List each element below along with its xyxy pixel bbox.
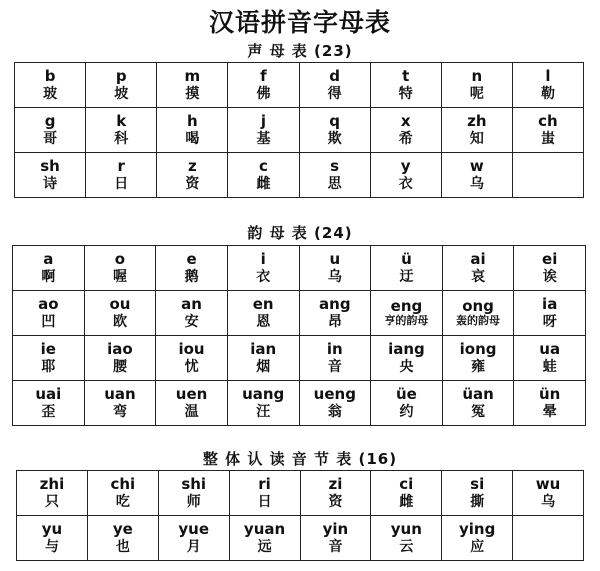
hanzi-label: 蛙	[542, 358, 557, 375]
syllable-cell	[514, 246, 586, 291]
hanzi-label: 鹅	[184, 268, 199, 285]
hanzi-label: 雍	[471, 358, 486, 375]
pinyin-label: yuan	[243, 520, 286, 539]
pinyin-label: iong	[459, 340, 497, 359]
hanzi-label: 雌	[256, 175, 271, 192]
pinyin-label: x	[400, 112, 411, 131]
syllable-cell	[227, 336, 299, 381]
syllable-cell	[13, 246, 85, 291]
pinyin-label: r	[117, 157, 125, 176]
whole-syllables-table	[16, 470, 584, 561]
pinyin-label: ia	[542, 295, 558, 314]
hanzi-label: 衣	[256, 268, 271, 285]
syllable-cell	[441, 63, 512, 108]
pinyin-label: üan	[462, 385, 494, 404]
hanzi-label: 也	[115, 538, 130, 555]
syllable-cell	[513, 471, 584, 516]
syllable-cell	[228, 153, 299, 198]
syllable-cell	[87, 471, 158, 516]
syllable-cell	[442, 516, 513, 561]
pinyin-label: ei	[542, 250, 558, 269]
hanzi-label: 忧	[184, 358, 199, 375]
syllable-cell	[227, 291, 299, 336]
hanzi-label: 哥	[43, 130, 58, 147]
pinyin-label: ri	[258, 475, 271, 494]
syllable-cell	[371, 336, 443, 381]
pinyin-label: üe	[396, 385, 417, 404]
syllable-cell	[442, 471, 513, 516]
hanzi-label: 烟	[256, 358, 271, 375]
syllable-cell	[13, 336, 85, 381]
pinyin-label: p	[115, 67, 127, 86]
finals-heading: 韵 母 表 (24)	[247, 224, 353, 242]
syllable-cell	[157, 63, 228, 108]
empty-cell	[512, 153, 583, 198]
hanzi-label: 喝	[185, 130, 200, 147]
hanzi-label: 云	[399, 538, 414, 555]
hanzi-label: 温	[184, 403, 199, 420]
pinyin-label: ang	[319, 295, 351, 314]
syllable-cell	[87, 516, 158, 561]
hanzi-label: 佛	[256, 85, 271, 102]
pinyin-label: t	[402, 67, 410, 86]
pinyin-label: d	[329, 67, 340, 86]
syllable-cell	[229, 516, 300, 561]
hanzi-label: 应	[470, 538, 485, 555]
hanzi-label: 衣	[398, 175, 413, 192]
syllable-cell	[84, 291, 156, 336]
table-row	[13, 246, 586, 291]
pinyin-label: l	[545, 67, 551, 86]
pinyin-label: yin	[322, 520, 349, 539]
pinyin-label: wu	[535, 475, 561, 494]
syllable-cell	[442, 246, 514, 291]
pinyin-label: ci	[399, 475, 414, 494]
syllable-cell	[229, 471, 300, 516]
syllable-cell	[371, 516, 442, 561]
pinyin-label: shi	[181, 475, 207, 494]
pinyin-label: ueng	[313, 385, 356, 404]
syllable-cell	[157, 153, 228, 198]
pinyin-label: g	[44, 112, 56, 131]
syllable-cell	[442, 336, 514, 381]
whole-syllables-heading: 整 体 认 读 音 节 表 (16)	[202, 450, 398, 468]
hanzi-label: 喔	[112, 268, 127, 285]
syllable-cell	[86, 108, 157, 153]
syllable-cell	[13, 381, 85, 426]
pinyin-label: ian	[250, 340, 277, 359]
syllable-cell	[299, 291, 371, 336]
syllable-cell	[441, 153, 512, 198]
syllable-cell	[514, 381, 586, 426]
pinyin-label: q	[329, 112, 340, 131]
syllable-cell	[86, 153, 157, 198]
syllable-cell	[156, 336, 228, 381]
hanzi-label: 恩	[256, 313, 271, 330]
syllable-cell	[156, 381, 228, 426]
hanzi-label: 翁	[327, 403, 342, 420]
syllable-cell	[514, 291, 586, 336]
hanzi-label: 撕	[470, 493, 485, 510]
syllable-cell	[84, 336, 156, 381]
syllable-cell	[370, 108, 441, 153]
syllable-cell	[17, 471, 88, 516]
initials-heading: 声 母 表 (23)	[247, 42, 353, 60]
table-row	[15, 153, 584, 198]
pinyin-label: eng	[390, 297, 423, 316]
syllable-cell	[156, 246, 228, 291]
syllable-cell	[371, 471, 442, 516]
hanzi-label: 晕	[542, 403, 557, 420]
syllable-cell	[15, 108, 86, 153]
hanzi-label: 啊	[41, 268, 56, 285]
hanzi-label: 吃	[115, 493, 130, 510]
pinyin-label: w	[469, 157, 484, 176]
syllable-cell	[15, 153, 86, 198]
pinyin-label: uen	[175, 385, 208, 404]
initials-table	[14, 62, 584, 198]
syllable-cell	[17, 516, 88, 561]
hanzi-label: 音	[328, 538, 343, 555]
pinyin-label: z	[187, 157, 197, 176]
hanzi-label: 科	[114, 130, 129, 147]
pinyin-label: ou	[109, 295, 131, 314]
pinyin-label: yue	[178, 520, 209, 539]
pinyin-label: zh	[467, 112, 487, 131]
hanzi-label: 迂	[399, 268, 414, 285]
table-row	[13, 336, 586, 381]
pinyin-label: ua	[539, 340, 561, 359]
pinyin-label: chi	[110, 475, 136, 494]
pinyin-label: an	[181, 295, 202, 314]
syllable-cell	[370, 153, 441, 198]
pinyin-label: f	[260, 67, 267, 86]
hanzi-label: 乌	[469, 175, 484, 192]
pinyin-label: ün	[539, 385, 561, 404]
hanzi-label: 汪	[256, 403, 271, 420]
pinyin-label: uai	[35, 385, 62, 404]
hanzi-label: 乌	[327, 268, 342, 285]
hanzi-label: 玻	[43, 85, 58, 102]
pinyin-label: ao	[38, 295, 59, 314]
pinyin-label: ie	[40, 340, 56, 359]
hanzi-label: 冤	[471, 403, 486, 420]
pinyin-label: m	[184, 67, 201, 86]
pinyin-label: a	[43, 250, 54, 269]
hanzi-label: 勒	[540, 85, 555, 102]
hanzi-label: 师	[186, 493, 201, 510]
empty-cell	[513, 516, 584, 561]
syllable-cell	[228, 63, 299, 108]
syllable-cell	[514, 336, 586, 381]
page-title: 汉语拼音字母表	[208, 8, 391, 37]
hanzi-label: 雌	[399, 493, 414, 510]
syllable-cell	[86, 63, 157, 108]
hanzi-label: 坡	[114, 85, 129, 102]
hanzi-label: 思	[327, 175, 342, 192]
table-row	[13, 381, 586, 426]
hanzi-label: 希	[398, 130, 413, 147]
hanzi-label: 日	[257, 493, 272, 510]
pinyin-label: uang	[242, 385, 285, 404]
syllable-cell	[442, 291, 514, 336]
hanzi-label: 央	[399, 358, 414, 375]
syllable-cell	[512, 108, 583, 153]
hanzi-label: 腰	[112, 358, 127, 375]
pinyin-label: u	[329, 250, 341, 269]
syllable-cell	[158, 516, 229, 561]
pinyin-label: ong	[462, 297, 494, 316]
pinyin-label: j	[260, 112, 267, 131]
syllable-cell	[371, 246, 443, 291]
hanzi-label: 哀	[471, 268, 486, 285]
hanzi-label: 与	[44, 538, 59, 555]
hanzi-label: 音	[327, 358, 342, 375]
hanzi-label: 资	[185, 175, 200, 192]
syllable-cell	[299, 336, 371, 381]
syllable-cell	[442, 381, 514, 426]
hanzi-label: 亨的韵母	[384, 314, 429, 328]
hanzi-label: 特	[398, 85, 413, 102]
syllable-cell	[227, 381, 299, 426]
pinyin-label: iao	[107, 340, 133, 359]
pinyin-label: sh	[40, 157, 60, 176]
table-row	[15, 63, 584, 108]
hanzi-label: 资	[328, 493, 343, 510]
hanzi-label: 歪	[41, 403, 56, 420]
pinyin-label: ü	[401, 250, 412, 269]
hanzi-label: 摸	[185, 85, 200, 102]
table-row	[15, 108, 584, 153]
syllable-cell	[157, 108, 228, 153]
table-row	[17, 471, 584, 516]
syllable-cell	[84, 381, 156, 426]
syllable-cell	[228, 108, 299, 153]
hanzi-label: 基	[256, 130, 271, 147]
syllable-cell	[371, 291, 443, 336]
pinyin-label: i	[260, 250, 266, 269]
pinyin-label: s	[330, 157, 340, 176]
hanzi-label: 只	[44, 493, 59, 510]
pinyin-label: o	[114, 250, 126, 269]
pinyin-label: si	[470, 475, 485, 494]
syllable-cell	[371, 381, 443, 426]
hanzi-label: 日	[114, 175, 129, 192]
hanzi-label: 知	[469, 130, 484, 147]
pinyin-label: zhi	[39, 475, 65, 494]
pinyin-label: yu	[41, 520, 63, 539]
syllable-cell	[299, 153, 370, 198]
syllable-cell	[441, 108, 512, 153]
syllable-cell	[15, 63, 86, 108]
pinyin-label: en	[252, 295, 274, 314]
syllable-cell	[300, 471, 371, 516]
syllable-cell	[299, 381, 371, 426]
syllable-cell	[158, 471, 229, 516]
hanzi-label: 月	[186, 538, 201, 555]
pinyin-label: uan	[104, 385, 136, 404]
hanzi-label: 昂	[327, 313, 342, 330]
hanzi-label: 蚩	[540, 130, 555, 147]
hanzi-label: 乌	[541, 493, 556, 510]
finals-table	[12, 245, 586, 426]
pinyin-label: ch	[538, 112, 558, 131]
table-row	[17, 516, 584, 561]
hanzi-label: 呢	[469, 85, 484, 102]
syllable-cell	[299, 63, 370, 108]
syllable-cell	[300, 516, 371, 561]
pinyin-label: c	[258, 157, 268, 176]
table-row	[13, 291, 586, 336]
hanzi-label: 约	[399, 403, 414, 420]
hanzi-label: 远	[257, 538, 272, 555]
syllable-cell	[370, 63, 441, 108]
hanzi-label: 诗	[43, 175, 58, 192]
pinyin-label: ye	[112, 520, 133, 539]
hanzi-label: 弯	[112, 403, 127, 420]
hanzi-label: 呀	[542, 313, 557, 330]
hanzi-label: 得	[327, 85, 342, 102]
hanzi-label: 凹	[41, 313, 56, 330]
pinyin-label: y	[400, 157, 411, 176]
pinyin-label: ai	[470, 250, 486, 269]
syllable-cell	[156, 291, 228, 336]
hanzi-label: 耶	[41, 358, 56, 375]
pinyin-label: ying	[459, 520, 496, 539]
pinyin-label: iou	[178, 340, 205, 359]
pinyin-label: n	[471, 67, 483, 86]
hanzi-label: 诶	[542, 268, 557, 285]
pinyin-label: h	[186, 112, 198, 131]
syllable-cell	[227, 246, 299, 291]
pinyin-label: iang	[388, 340, 425, 359]
pinyin-label: e	[186, 250, 197, 269]
syllable-cell	[13, 291, 85, 336]
hanzi-label: 欧	[112, 313, 127, 330]
pinyin-label: zi	[328, 475, 343, 494]
hanzi-label: 轰的韵母	[456, 314, 501, 328]
hanzi-label: 安	[184, 313, 199, 330]
pinyin-label: yun	[390, 520, 422, 539]
pinyin-label: k	[116, 112, 127, 131]
syllable-cell	[512, 63, 583, 108]
pinyin-label: in	[326, 340, 343, 359]
syllable-cell	[84, 246, 156, 291]
pinyin-label: b	[44, 67, 56, 86]
syllable-cell	[299, 246, 371, 291]
syllable-cell	[299, 108, 370, 153]
hanzi-label: 欺	[327, 130, 342, 147]
